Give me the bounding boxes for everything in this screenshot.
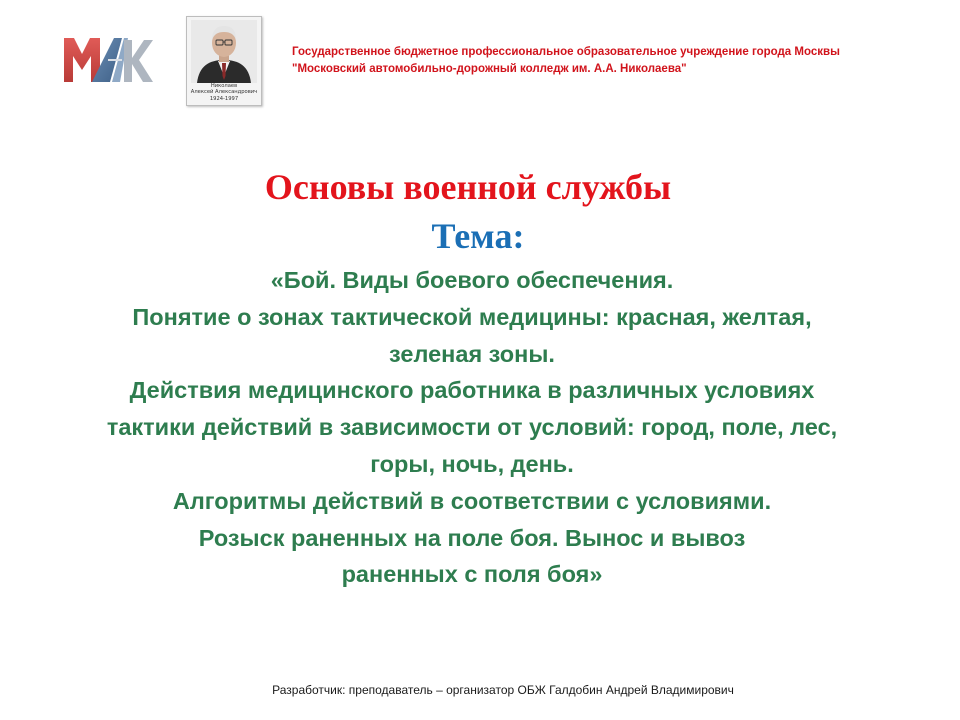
founder-portrait-icon xyxy=(191,20,257,83)
topic-line: тактики действий в зависимости от условий: город, поле, лес, xyxy=(106,414,838,441)
topic-line: горы, ночь, день. xyxy=(370,450,574,477)
topic-line: Розыск раненных на поле боя. Вынос и вывоз xyxy=(198,524,746,551)
portrait-caption-name: Николаев xyxy=(210,83,238,89)
institution-name xyxy=(292,44,952,78)
topic-line: «Бой. Виды боевого обеспечения. xyxy=(270,267,674,293)
subject-title: Основы военной службы xyxy=(264,167,672,207)
topic-body xyxy=(0,262,944,593)
developer-credit: Разработчик: преподаватель – организатор ОБЖ Галдобин Андрей Владимирович xyxy=(272,683,734,697)
topic-line: Действия медицинского работника в различных условиях xyxy=(129,377,815,404)
portrait-caption-years: 1924-1997 xyxy=(209,95,239,102)
topic-line: Алгоритмы действий в соответствии с условиями. xyxy=(172,487,772,514)
topic-line: раненных с поля боя» xyxy=(341,561,603,588)
portrait-caption-given-names: Алексей Александрович xyxy=(190,89,258,96)
institution-line-1: Государственное бюджетное профессиональное образовательное учреждение города Москвы xyxy=(292,46,840,58)
topic-label: Тема: xyxy=(431,216,525,256)
mak-college-logo-icon xyxy=(62,30,154,86)
institution-line-2: "Московский автомобильно-дорожный колледж им. А.А. Николаева" xyxy=(292,63,687,75)
topic-line: зеленая зоны. xyxy=(389,340,555,367)
portrait-caption xyxy=(187,83,261,102)
logo-graphic xyxy=(62,30,154,86)
topic-line: Понятие о зонах тактической медицины: красная, желтая, xyxy=(132,303,812,330)
founder-portrait xyxy=(186,16,262,106)
